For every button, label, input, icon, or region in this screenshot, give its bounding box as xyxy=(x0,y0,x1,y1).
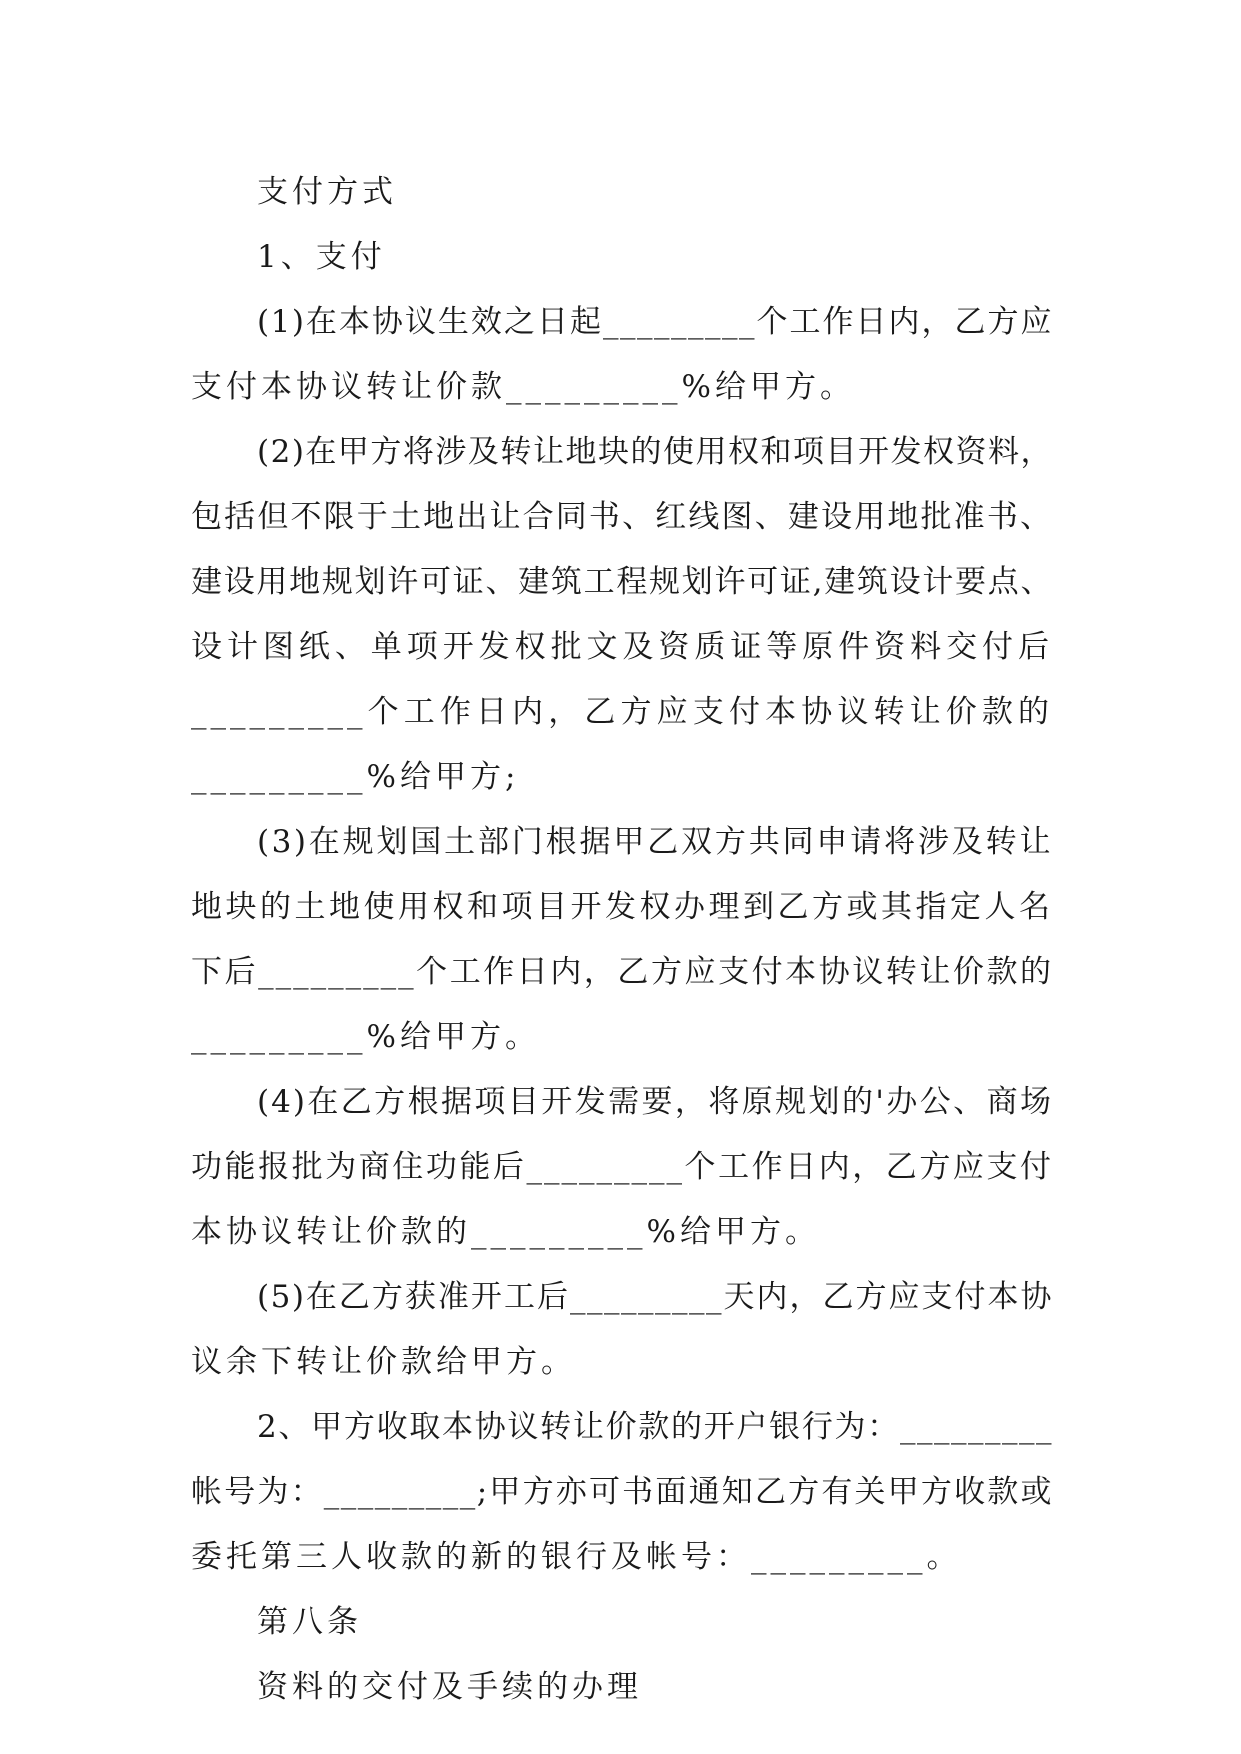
paragraph-line: 议余下转让价款给甲方。 xyxy=(191,1344,576,1380)
paragraph-line: 委托第三人收款的新的银行及帐号：_________。 xyxy=(191,1539,962,1575)
paragraph-line: 设计图纸、单项开发权批文及资质证等原件资料交付后 xyxy=(191,629,1053,665)
paragraph-line: 建设用地规划许可证、建筑工程规划许可证,建筑设计要点、 xyxy=(191,564,1053,600)
clause-1-heading: 1、支付 xyxy=(257,239,386,275)
section-heading-payment-method: 支付方式 xyxy=(257,174,397,210)
paragraph-line: 本协议转让价款的_________%给甲方。 xyxy=(191,1214,820,1250)
paragraph-line: 支付本协议转让价款_________%给甲方。 xyxy=(191,369,855,405)
paragraph-line: _________%给甲方; xyxy=(191,759,520,795)
paragraph-line: 下后_________个工作日内，乙方应支付本协议转让价款的 xyxy=(191,954,1053,990)
paragraph-line: 包括但不限于土地出让合同书、红线图、建设用地批准书、 xyxy=(191,499,1053,535)
article-8-title: 资料的交付及手续的办理 xyxy=(257,1669,642,1705)
paragraph-line: 2、甲方收取本协议转让价款的开户银行为：_________ xyxy=(257,1409,1053,1445)
paragraph-line: _________%给甲方。 xyxy=(191,1019,540,1055)
document-body xyxy=(191,160,1053,1720)
paragraph-line: _________个工作日内，乙方应支付本协议转让价款的 xyxy=(191,694,1053,730)
article-8-heading: 第八条 xyxy=(257,1604,362,1640)
paragraph-line: (2)在甲方将涉及转让地块的使用权和项目开发权资料， xyxy=(257,434,1053,470)
paragraph-line: 帐号为：_________;甲方亦可书面通知乙方有关甲方收款或 xyxy=(191,1474,1053,1510)
paragraph-line: 功能报批为商住功能后_________个工作日内，乙方应支付 xyxy=(191,1149,1053,1185)
paragraph-line: (4)在乙方根据项目开发需要，将原规划的'办公、商场 xyxy=(257,1084,1053,1120)
paragraph-line: 地块的土地使用权和项目开发权办理到乙方或其指定人名 xyxy=(191,889,1053,925)
paragraph-line: (5)在乙方获准开工后_________天内，乙方应支付本协 xyxy=(257,1279,1053,1315)
paragraph-line: (3)在规划国土部门根据甲乙双方共同申请将涉及转让 xyxy=(257,824,1053,860)
paragraph-line: (1)在本协议生效之日起_________个工作日内，乙方应 xyxy=(257,304,1053,340)
